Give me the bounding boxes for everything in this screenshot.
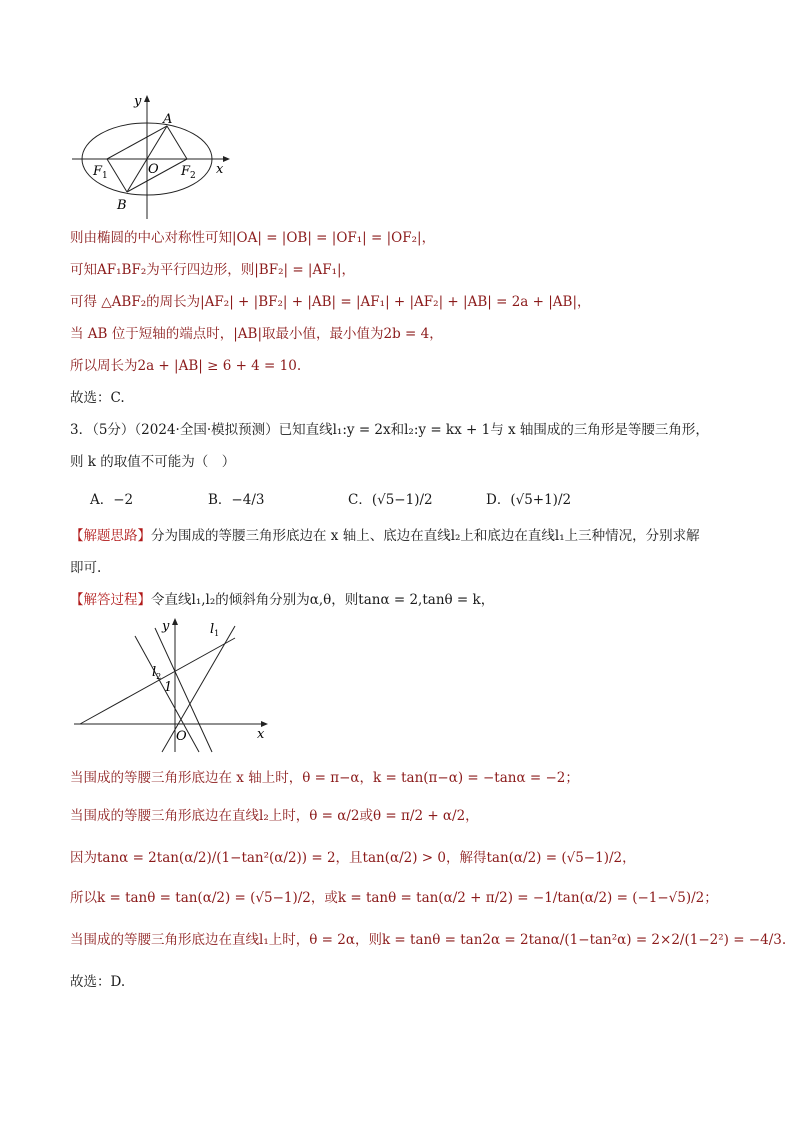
f1-subscript: 1: [102, 171, 108, 181]
solution-line-2: 可知AF₁BF₂为平行四边形，则|BF₂| = |AF₁|，: [70, 262, 356, 278]
l1-letter: l: [210, 622, 215, 637]
y-axis-arrow-icon: [144, 95, 150, 102]
idea-text-2: 即可.: [70, 560, 102, 576]
option-a-value: −2: [113, 492, 134, 508]
intercept-label: 1: [164, 680, 173, 695]
option-a-label: A．: [90, 492, 114, 508]
option-d-value: (√5+1)/2: [510, 492, 572, 508]
l1-subscript: 1: [214, 629, 220, 638]
l2-label: [152, 665, 161, 681]
process-tag: 【解答过程】: [70, 592, 151, 608]
process-section: [70, 590, 494, 610]
option-c: [348, 488, 433, 508]
f2-subscript: 2: [190, 171, 196, 181]
f2-letter: F: [181, 164, 191, 179]
case-3-line: 当围成的等腰三角形底边在直线l₁上时，θ = 2α，则k = tanθ = tan2α = 2tanα/(1−tan²α) = 2×2/(1−2²) = −4/3.: [70, 932, 787, 948]
segment-af2: [167, 126, 187, 159]
solution-line-4: 当 AB 位于短轴的端点时，|AB|取最小值，最小值为2b = 4，: [70, 326, 443, 342]
y-axis-arrow-icon: [172, 618, 178, 625]
point-a-label: A: [163, 112, 173, 127]
l2-subscript: 2: [156, 672, 162, 681]
origin-label: O: [148, 162, 159, 177]
option-b: [208, 488, 264, 508]
origin-label: O: [176, 729, 187, 744]
process-text: 令直线l₁,l₂的倾斜角分别为α,θ，则tanα = 2,tanθ = k，: [151, 592, 495, 608]
x-label: x: [257, 727, 265, 742]
case-2-result: 所以k = tanθ = tan(α/2) = (√5−1)/2，或k = tanθ = tan(α/2 + π/2) = −1/tan(α/2) = (−1−√5)/2；: [70, 890, 718, 906]
ellipse-figure: [70, 92, 240, 222]
x-label: x: [216, 162, 224, 177]
option-c-label: C．: [348, 492, 372, 508]
y-label: y: [162, 619, 170, 634]
line-l1: [162, 626, 235, 752]
lines-figure: [72, 614, 272, 756]
question-3-stem-2: 则 k 的取值不可能为（ ）: [70, 454, 236, 470]
case-2-derivation: 因为tanα = 2tan(α/2)/(1−tan²(α/2)) = 2，且tan(α/2) > 0，解得tan(α/2) = (√5−1)/2，: [70, 850, 636, 866]
case-1-line: 当围成的等腰三角形底边在 x 轴上时，θ = π−α，k = tan(π−α) = −tanα = −2；: [70, 770, 579, 786]
f1-letter: F: [93, 164, 103, 179]
point-b-label: B: [117, 198, 127, 213]
idea-section: [70, 526, 700, 546]
point-f1-label: [92, 164, 108, 181]
option-c-value: (√5−1)/2: [371, 492, 433, 508]
answer-line-2: 故选：D.: [70, 974, 126, 990]
question-3-stem: 3．（5分）（2024·全国·模拟预测）已知直线l₁:y = 2x和l₂:y = kx + 1与 x 轴围成的三角形是等腰三角形，: [70, 422, 709, 438]
option-b-label: B．: [208, 492, 232, 508]
option-d: [486, 488, 571, 508]
solution-line-5: 所以周长为2a + |AB| ≥ 6 + 4 = 10.: [70, 358, 302, 374]
option-b-value: −4/3: [231, 492, 265, 508]
line-l2: [80, 638, 235, 724]
option-a: [90, 488, 133, 508]
x-axis-arrow-icon: [223, 156, 230, 162]
segment-bf1: [107, 159, 127, 192]
l2-letter: l: [152, 665, 157, 680]
idea-tag: 【解题思路】: [70, 528, 151, 544]
solution-line-1: 则由椭圆的中心对称性可知|OA| = |OB| = |OF₁| = |OF₂|，: [70, 230, 436, 246]
case-2-line: 当围成的等腰三角形底边在直线l₂上时，θ = α/2或θ = π/2 + α/2，: [70, 808, 479, 824]
y-label: y: [134, 94, 142, 109]
point-f2-label: [180, 164, 196, 181]
answer-line-1: 故选：C.: [70, 390, 125, 406]
solution-line-3: 可得 △ABF₂的周长为|AF₂| + |BF₂| + |AB| = |AF₁| + |AF₂| + |AB| = 2a + |AB|，: [70, 294, 591, 310]
segment-af1: [107, 126, 167, 159]
l1-label: [210, 622, 219, 638]
option-d-label: D．: [486, 492, 511, 508]
idea-text: 分为围成的等腰三角形底边在 x 轴上、底边在直线l₂上和底边在直线l₁上三种情况，分别求解: [151, 528, 700, 544]
